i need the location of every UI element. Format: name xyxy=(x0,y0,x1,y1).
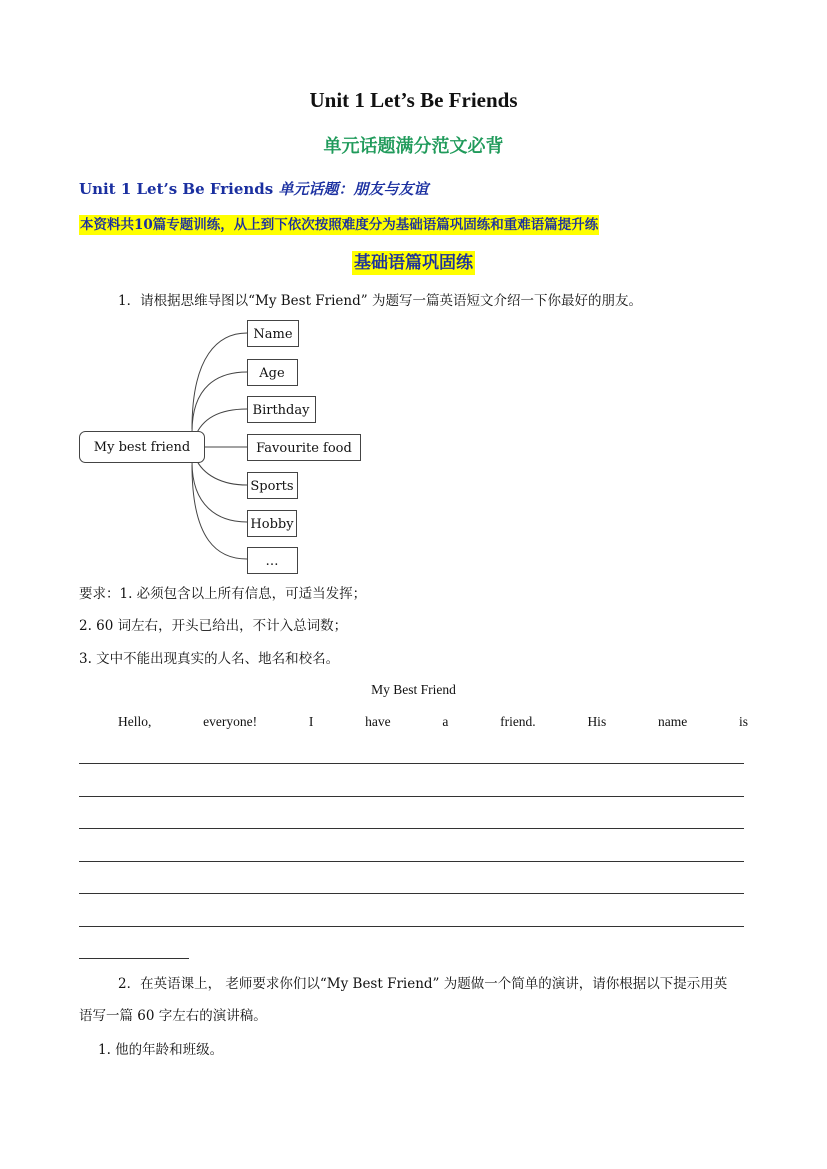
answer-line-short xyxy=(79,958,189,959)
answer-line xyxy=(79,893,744,894)
question-2-hint-1: 1. 他的年龄和班级。 xyxy=(98,1042,224,1058)
question-1-prompt: 1．请根据思维导图以“My Best Friend” 为题写一篇英语短文介绍一下你最好的朋友。 xyxy=(118,293,642,309)
answer-line xyxy=(79,926,744,927)
essay-opening xyxy=(118,714,748,730)
opening-word: everyone! xyxy=(203,714,258,729)
opening-word: name xyxy=(657,714,688,729)
mind-map-node-more: … xyxy=(265,554,279,569)
opening-word: is xyxy=(738,714,748,729)
mind-map-center-label: My best friend xyxy=(93,440,191,455)
mind-map-node-name: Name xyxy=(253,327,293,342)
requirement-2: 2. 60 词左右，开头已给出，不计入总词数； xyxy=(79,618,348,634)
opening-word: I xyxy=(308,714,314,729)
opening-word: have xyxy=(365,714,391,729)
question-2-prompt-line2: 语写一篇 60 字左右的演讲稿。 xyxy=(79,1008,267,1024)
section-heading xyxy=(0,251,827,275)
page-title: Unit 1 Let’s Be Friends xyxy=(309,88,518,112)
answer-line xyxy=(79,796,744,797)
question-2-prompt-line1: 2．在英语课上， 老师要求你们以“My Best Friend” 为题做一个简单的演讲，请你根据以下提示用英 xyxy=(118,976,728,992)
essay-title: My Best Friend xyxy=(371,682,456,697)
mind-map-node-age: Age xyxy=(259,366,285,381)
requirement-1: 要求：1. 必须包含以上所有信息，可适当发挥； xyxy=(79,586,367,602)
unit-topic-cn: 单元话题：朋友与友谊 xyxy=(278,180,429,198)
page-subtitle: 单元话题满分范文必背 xyxy=(323,136,504,157)
mind-map-node-hobby: Hobby xyxy=(250,517,294,532)
mind-map-node-favourite-food: Favourite food xyxy=(256,441,352,456)
opening-word: a xyxy=(442,714,449,729)
answer-line xyxy=(79,861,744,862)
mind-map-branch xyxy=(192,465,247,559)
opening-word: Hello, xyxy=(118,714,152,729)
unit-topic xyxy=(79,178,428,199)
notice-banner: 本资料共10篇专题训练，从上到下依次按照难度分为基础语篇巩固练和重难语篇提升练 xyxy=(80,217,599,233)
opening-word: friend. xyxy=(500,714,536,729)
requirement-3: 3. 文中不能出现真实的人名、地名和校名。 xyxy=(79,651,340,667)
mind-map-branch xyxy=(192,372,247,432)
mind-map-branch xyxy=(192,333,247,429)
mind-map xyxy=(78,316,368,578)
answer-line xyxy=(79,828,744,829)
answer-line xyxy=(79,763,744,764)
mind-map-node-sports: Sports xyxy=(250,479,294,494)
mind-map-node-birthday: Birthday xyxy=(252,403,310,418)
mind-map-branch xyxy=(192,462,247,522)
opening-word: His xyxy=(587,714,607,729)
section-title: 基础语篇巩固练 xyxy=(354,253,473,273)
unit-topic-en: Unit 1 Let’s Be Friends xyxy=(79,180,279,198)
